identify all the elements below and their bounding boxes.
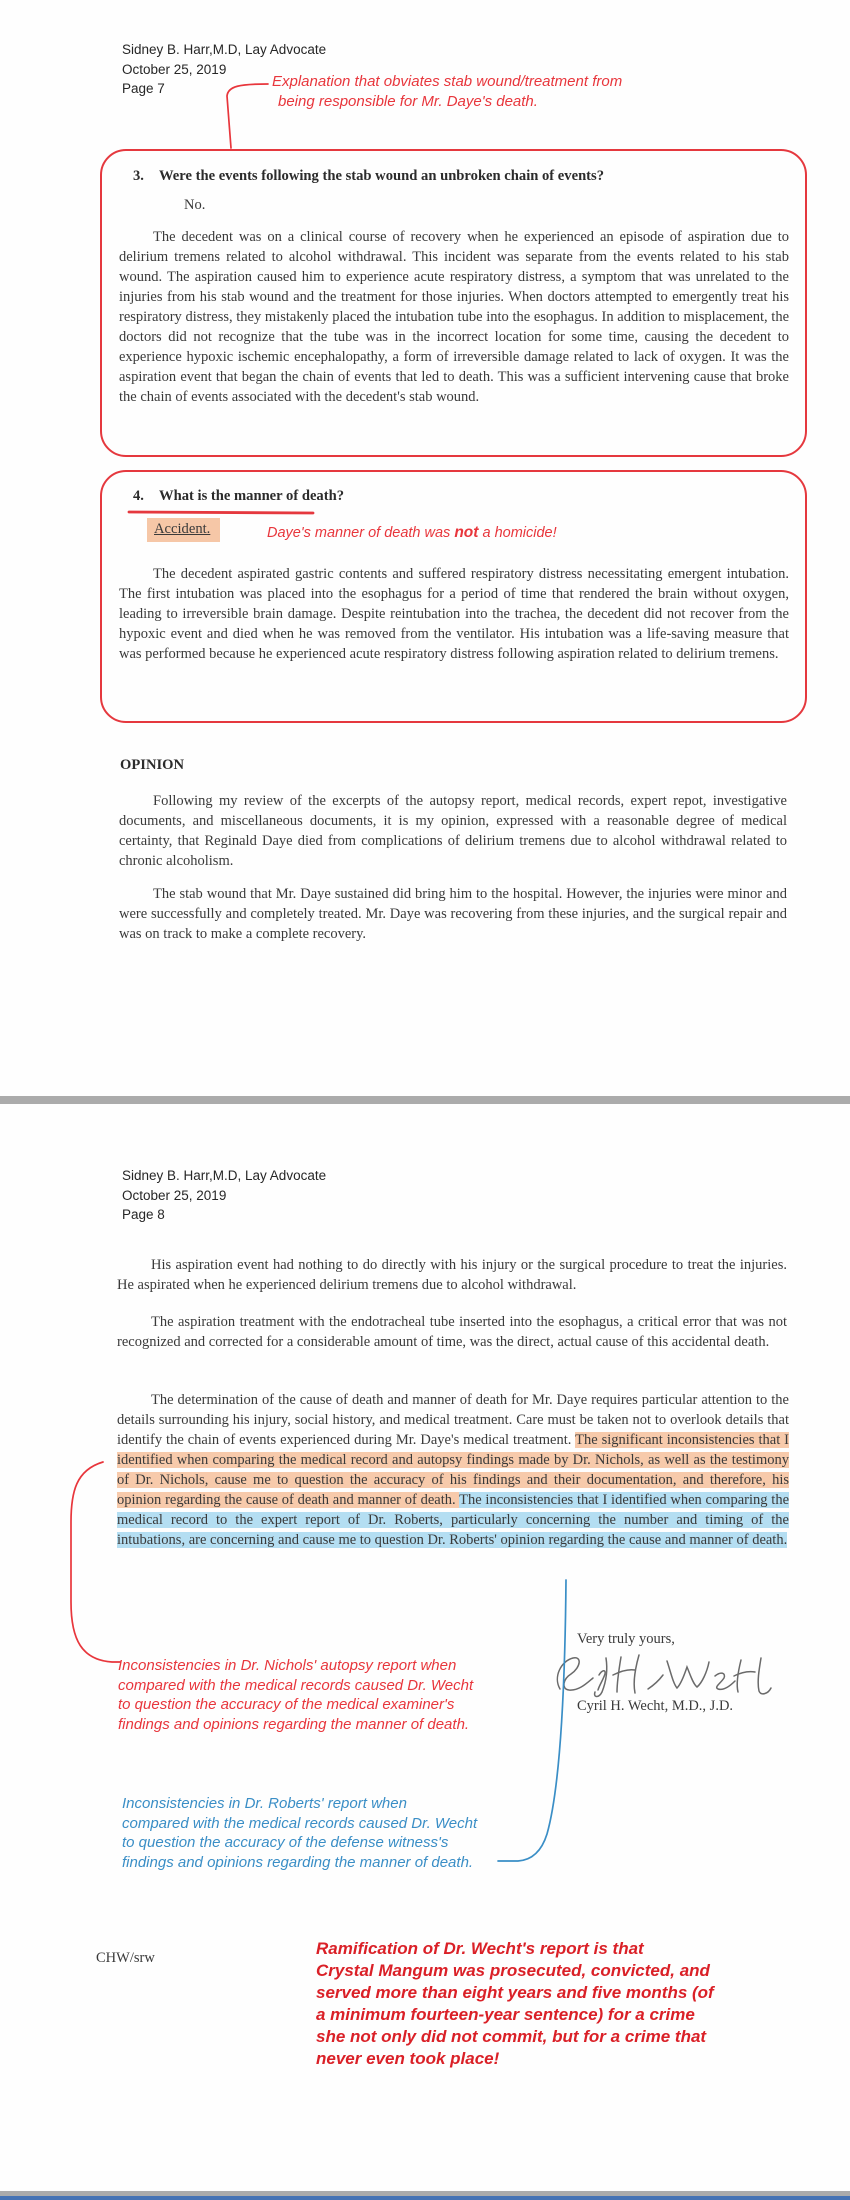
roberts-connector-line	[498, 1580, 566, 1861]
nichols-highlight-peach: The significant inconsistencies that I identified when comparing the medical record and autopsy findings made by Dr. Nichols, as well as the testimony of Dr. Nichols, cause me to question the accuracy of his findings and their documentation, and therefore, his opinion regarding the cause of death and manner of death.	[117, 1432, 790, 1508]
annotation-nichols-inconsistencies: Inconsistencies in Dr. Nichols' autopsy report when compared with the medical records caused Dr. Wecht to question the accuracy of the medical examiner's findings and opinions regarding the manner of death.	[118, 1657, 474, 1733]
opinion-heading: OPINION	[120, 757, 185, 773]
question-3-box	[100, 149, 807, 457]
date-line: October 25, 2019	[122, 61, 227, 77]
typist-initials: CHW/srw	[96, 1950, 155, 1966]
page-number: Page 8	[122, 1207, 165, 1222]
not-emphasis: not	[454, 524, 479, 541]
annotation-top-explanation: Explanation that obviates stab wound/treatment from being responsible for Mr. Daye's death.	[272, 73, 623, 110]
date-line: October 25, 2019	[122, 1187, 227, 1203]
page8-header	[122, 1166, 326, 1225]
page8-para1: His aspiration event had nothing to do directly with his injury or the surgical procedure to treat the injuries. He aspirated when he experienced delirium tremens due to alcohol withdrawal.	[117, 1257, 787, 1293]
question-4-heading: 4. What is the manner of death?	[133, 488, 344, 504]
accident-answer-highlight: Accident.	[147, 518, 220, 542]
author-line: Sidney B. Harr,M.D, Lay Advocate	[122, 1168, 327, 1183]
annotation-ramification: Ramification of Dr. Wecht's report is that Crystal Mangum was prosecuted, convicted, and served more than eight years and five months (of a minimum fourteen-year sentence) for a crime she not only did not commit, but for a crime that never even took place!	[316, 1939, 714, 2068]
page-separator-bar	[0, 1096, 850, 1104]
page8-para2: The aspiration treatment with the endotracheal tube inserted into the esophagus, a critical error that was not recognized and corrected for a considerable amount of time, was the direct, actual cause of this accidental death.	[117, 1314, 787, 1350]
roberts-highlight-blue: The inconsistencies that I identified when comparing the medical record to the expert report of Dr. Roberts, particularly concerning the number and timing of the intubations, are concerning and cause me to question Dr. Roberts' opinion regarding the cause and manner of death.	[117, 1492, 790, 1548]
signer-name: Cyril H. Wecht, M.D., J.D.	[577, 1698, 734, 1714]
author-line: Sidney B. Harr,M.D, Lay Advocate	[122, 42, 327, 57]
bottom-blue-strip	[0, 2196, 850, 2200]
nichols-bracket-line	[71, 1462, 120, 1662]
page-number: Page 7	[122, 81, 165, 96]
opinion-para1: Following my review of the excerpts of the autopsy report, medical records, expert repot, investigative documents, and miscellaneous documents, it is my opinion, expressed with a reasonable degree of medical certainty, that Reginald Daye died from complications of delirium tremens due to alcohol withdrawal related to chronic alcoholism.	[119, 793, 787, 869]
question-4-body: The decedent aspirated gastric contents and suffered respiratory distress necessitating emergent intubation. The first intubation was placed into the esophagus for a period of time that rendered the brain without oxygen, leading to irreversible brain damage. Despite reintubation into the trachea, the decedent did not recover from the hypoxic event and died when he was removed from the ventilator. His intubation was a life-saving measure that was performed because he experienced acute respiratory distress following aspiration related to delirium tremens.	[119, 566, 789, 662]
question-3-body: The decedent was on a clinical course of recovery when he experienced an episode of aspiration due to delirium tremens related to alcohol withdrawal. This incident was separate from the events related to his stab wound. The aspiration caused him to experience acute respiratory distress, a symptom that was unrelated to the injuries from his stab wound and the treatment for those injuries. When doctors attempted to emergently treat his respiratory distress, they mistakenly placed the intubation tube into the esophagus. In addition to misplacement, the doctors did not recognize that the tube was in the incorrect location for some time, causing the decedent to experience hypoxic ischemic encephalopathy, a form of irreversible damage related to lack of oxygen. It was the aspiration event that began the chain of events that led to death. This was a sufficient intervening cause that broke the chain of events associated with the decedent's stab wound.	[119, 229, 789, 405]
question-3-heading: 3. Were the events following the stab wound an unbroken chain of events?	[133, 168, 605, 184]
question-4-box	[100, 470, 807, 723]
annotation-not-homicide: Daye's manner of death was not a homicide!	[267, 524, 557, 541]
opinion-para2: The stab wound that Mr. Daye sustained did bring him to the hospital. However, the injuries were minor and were successfully and completely treated. Mr. Daye was recovering from these injuries, and the surgical repair and was on track to make a complete recovery.	[119, 886, 787, 942]
page8-determination-para	[117, 1390, 789, 1550]
determination-normal-text: The determination of the cause of death and manner of death for Mr. Daye requires particular attention to the details surrounding his injury, social history, and medical treatment. Care must be taken not to overlook details that identify the chain of events experienced during Mr. Daye's medical treatment.	[117, 1392, 789, 1448]
valediction: Very truly yours,	[577, 1631, 675, 1647]
annotation-roberts-inconsistencies: Inconsistencies in Dr. Roberts' report when compared with the medical records caused Dr. Wecht to question the accuracy of the defense witness's findings and opinions regarding the manner of death.	[122, 1795, 478, 1871]
question-4-number: 4.	[133, 488, 144, 504]
question-3-answer: No.	[184, 197, 206, 213]
question-3-number: 3.	[133, 168, 144, 184]
